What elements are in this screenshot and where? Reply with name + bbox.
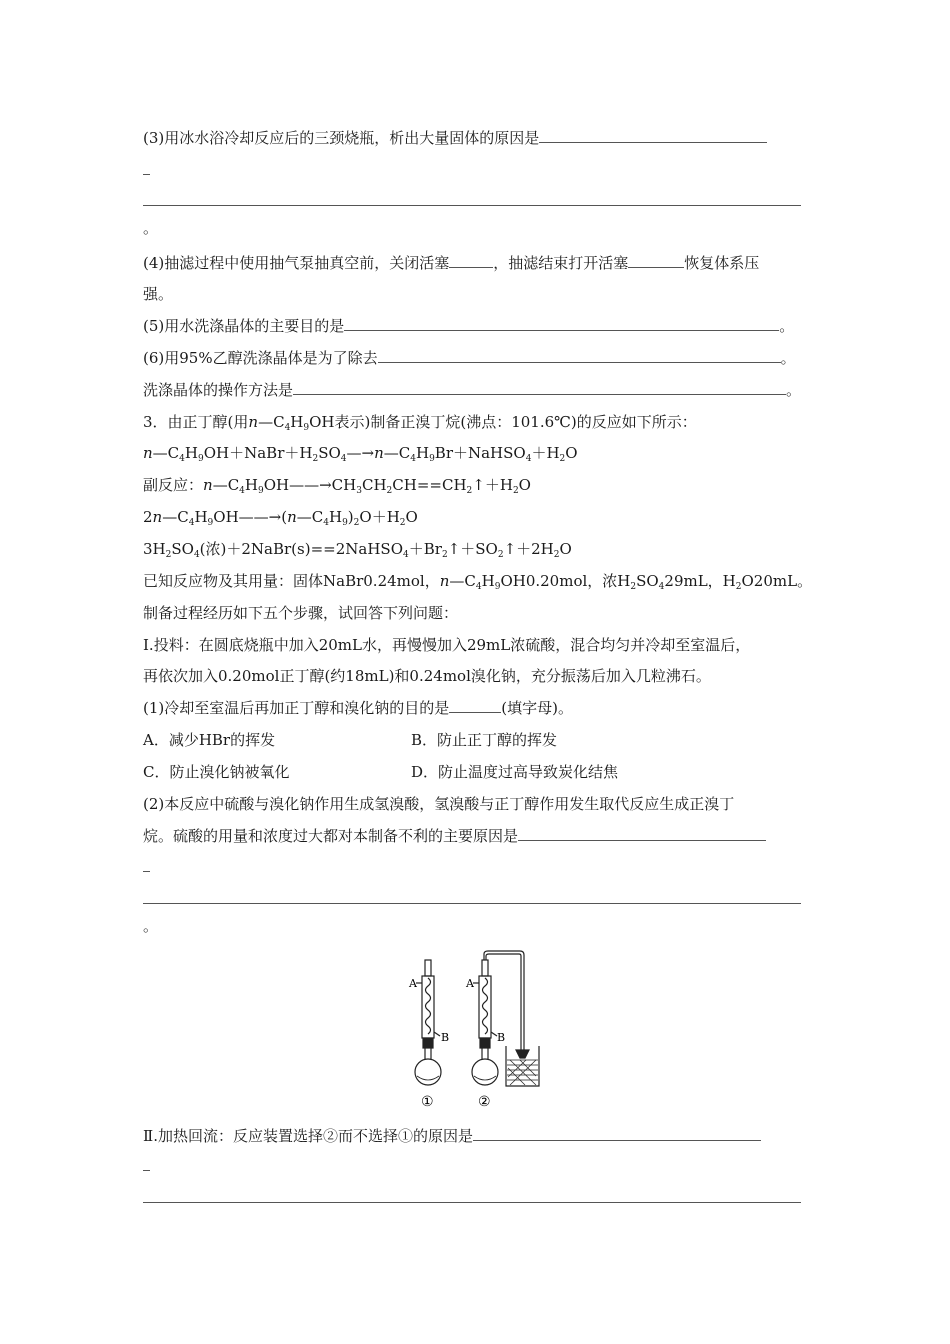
q3-answer-line[interactable] bbox=[143, 205, 801, 206]
label-a-2: A bbox=[466, 977, 474, 990]
q4-blank-2[interactable] bbox=[628, 253, 684, 268]
label-b-2: B bbox=[497, 1031, 506, 1044]
steps-intro: 制备过程经历如下五个步骤，试回答下列问题： bbox=[143, 604, 459, 622]
apparatus-figure bbox=[400, 950, 550, 1115]
equation-main: $n—C_4H_9OH+NaBr+H_2SO_4—\to n—C_4H_9Br+NaHSO_4+H_2O$ bbox=[143, 444, 578, 464]
step2-continuation-dash bbox=[143, 1170, 150, 1171]
option-a[interactable]: A．减少HBr的挥发 bbox=[143, 731, 276, 749]
equation-side-1: 副反应：$n—C_4H_9OH——\to CH_3CH_2CH==CH_2↑+H_2O$ bbox=[143, 476, 531, 496]
beaker-liquid bbox=[507, 1060, 538, 1085]
step2-line: Ⅱ.加热回流：反应装置选择②而不选择①的原因是 bbox=[143, 1126, 761, 1146]
q1-answer-blank[interactable] bbox=[449, 698, 501, 713]
apparatus-2-condenser bbox=[473, 960, 497, 1038]
wash-line: 洗涤晶体的操作方法是 。 bbox=[143, 381, 802, 399]
equation-side-3: $3H_2SO_4$(浓)$+2NaBr(s)==2NaHSO_4+Br_2↑+SO_2↑+2H_2O$ bbox=[143, 540, 572, 560]
q2-continuation-dash bbox=[143, 871, 150, 872]
apparatus-1-joint bbox=[423, 1038, 433, 1048]
q3-continuation-dash bbox=[143, 174, 150, 175]
label-apparatus-2: ② bbox=[478, 1094, 491, 1110]
apparatus-1-flask bbox=[415, 1059, 441, 1085]
step2-answer-line[interactable] bbox=[143, 1202, 801, 1203]
q2-answer-blank[interactable] bbox=[518, 826, 766, 841]
p3-intro: 3．由正丁醇(用$n—C_4H_9OH$表示)制备正溴丁烷(沸点：101.6℃)的反应如下所示： bbox=[143, 413, 697, 433]
wash-answer-blank[interactable] bbox=[293, 380, 786, 395]
q4-line: (4)抽滤过程中使用抽气泵抽真空前，关闭活塞 ，抽滤结束打开活塞 恢复体系压 bbox=[143, 254, 760, 272]
q6-line: (6)用95%乙醇洗涤晶体是为了除去 。 bbox=[143, 349, 796, 367]
q1-line: (1)冷却至室温后再加正丁醇和溴化钠的目的是 (填字母)。 bbox=[143, 699, 573, 717]
q2-line-2: 烷。硫酸的用量和浓度过大都对本制备不利的主要原因是 bbox=[143, 826, 766, 846]
q5-line: (5)用水洗涤晶体的主要目的是 。 bbox=[143, 317, 795, 335]
q3-end: 。 bbox=[143, 219, 159, 237]
q3-answer-blank[interactable] bbox=[539, 128, 767, 143]
option-b[interactable]: B．防止正丁醇的挥发 bbox=[411, 731, 558, 749]
q2-line-1: (2)本反应中硫酸与溴化钠作用生成氢溴酸，氢溴酸与正丁醇作用发生取代反应生成正溴丁 bbox=[143, 795, 735, 813]
q4-blank-1[interactable] bbox=[449, 253, 493, 268]
inverted-funnel bbox=[516, 1050, 529, 1058]
q2-end: 。 bbox=[143, 917, 159, 935]
option-c[interactable]: C．防止溴化钠被氧化 bbox=[143, 763, 290, 781]
step2-answer-blank[interactable] bbox=[473, 1126, 761, 1141]
step1-line-1: Ⅰ.投料：在圆底烧瓶中加入20mL水，再慢慢加入29mL浓硫酸，混合均匀并冷却至室温后， bbox=[143, 636, 751, 654]
q5-answer-blank[interactable] bbox=[344, 316, 779, 331]
apparatus-2-flask bbox=[472, 1059, 498, 1085]
option-d[interactable]: D．防止温度过高导致炭化结焦 bbox=[411, 763, 619, 781]
q2-answer-line[interactable] bbox=[143, 903, 801, 904]
known-quantities: 已知反应物及其用量：固体NaBr0.24mol，$n—C_4H_9OH0.20mol$，浓$H_2SO_429mL$，$H_2O20mL$。 bbox=[143, 572, 813, 592]
step1-line-2: 再依次加入0.20mol正丁醇(约18mL)和0.24mol溴化钠，充分振荡后加入几粒沸石。 bbox=[143, 667, 711, 685]
apparatus-2-joint bbox=[480, 1038, 490, 1048]
label-apparatus-1: ① bbox=[421, 1094, 434, 1110]
label-a-1: A bbox=[409, 977, 417, 990]
q4-line-2: 强。 bbox=[143, 285, 174, 303]
q3-line: (3)用冰水浴冷却反应后的三颈烧瓶，析出大量固体的原因是 bbox=[143, 128, 767, 148]
equation-side-2: $2n—C_4H_9OH——\to(n—C_4H_9)_2O+H_2O$ bbox=[143, 508, 418, 528]
q6-answer-blank[interactable] bbox=[378, 348, 781, 363]
apparatus-1-condenser bbox=[416, 960, 440, 1038]
label-b-1: B bbox=[441, 1031, 450, 1044]
